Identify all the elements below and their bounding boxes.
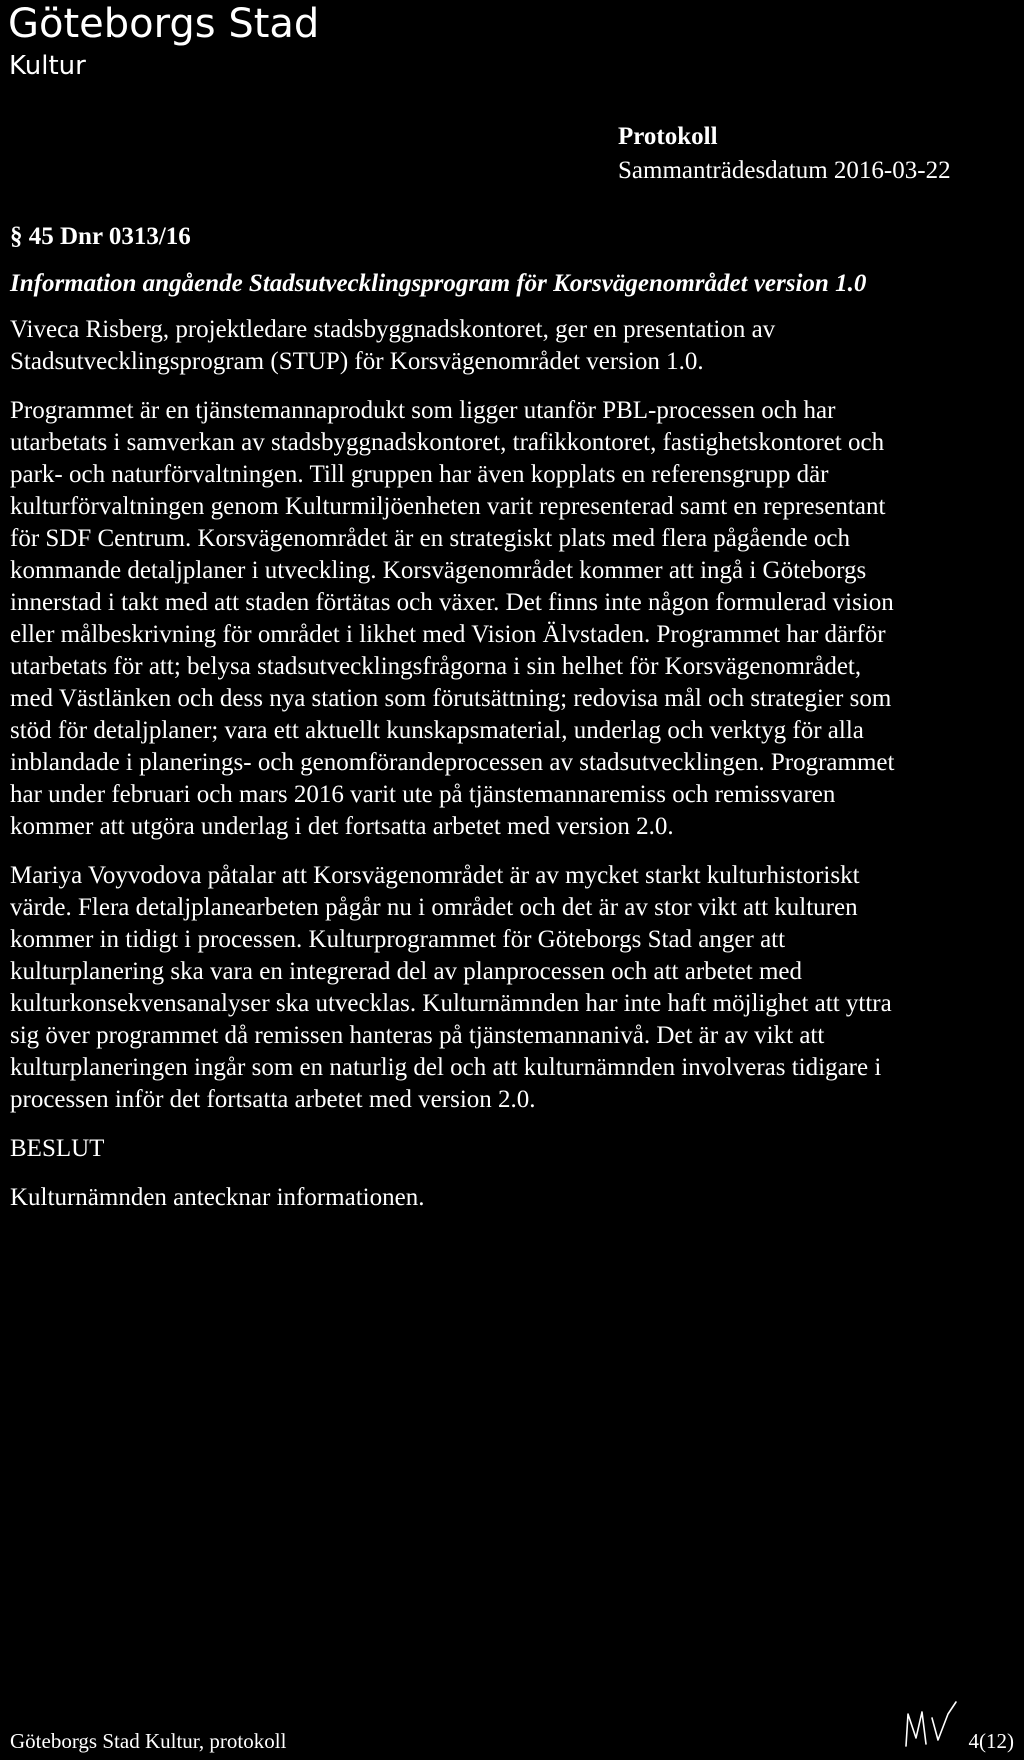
body-text bbox=[10, 314, 1020, 1231]
text-line: har under februari och mars 2016 varit ute på tjänstemannaremiss och remissvaren bbox=[10, 781, 836, 808]
text-line: för SDF Centrum. Korsvägenområdet är en strategiskt plats med flera pågående och bbox=[10, 525, 851, 552]
text-line: värde. Flera detaljplanearbeten pågår nu i området och det är av stor vikt att kulturen bbox=[10, 894, 858, 921]
footer-title: Göteborgs Stad Kultur, protokoll bbox=[10, 1729, 287, 1753]
text-line: kulturkonsekvensanalyser ska utvecklas. Kulturnämnden har inte haft möjlighet att yttra bbox=[10, 990, 892, 1017]
org-unit: Kultur bbox=[9, 51, 86, 81]
text-line: kulturförvaltningen genom Kulturmiljöenheten varit representerad samt en representant bbox=[10, 493, 886, 520]
text-line: Kulturnämnden antecknar informationen. bbox=[10, 1184, 425, 1211]
page-number: 4(12) bbox=[968, 1729, 1014, 1753]
decision-text bbox=[10, 1182, 1020, 1214]
text-line: processen inför det fortsatta arbetet med version 2.0. bbox=[10, 1086, 536, 1113]
text-line: innerstad i takt med att staden förtätas och växer. Det finns inte någon formulerad vision bbox=[10, 589, 894, 616]
text-line: kulturplanering ska vara en integrerad del av planprocessen och att arbetet med bbox=[10, 958, 803, 985]
text-line: BESLUT bbox=[10, 1135, 105, 1162]
doc-type: Protokoll bbox=[618, 123, 718, 150]
text-line: eller målbeskrivning för området i likhet med Vision Älvstaden. Programmet har därför bbox=[10, 621, 886, 648]
text-line: utarbetats i samverkan av stadsbyggnadskontoret, trafikkontoret, fastighetskontoret och bbox=[10, 429, 885, 456]
text-line: kommande detaljplaner i utveckling. Korsvägenområdet kommer att ingå i Göteborgs bbox=[10, 557, 867, 584]
paragraph-ref: § 45 Dnr 0313/16 bbox=[10, 223, 191, 250]
text-line: kulturplaneringen ingår som en naturlig del och att kulturnämnden involveras tidigare i bbox=[10, 1054, 882, 1081]
paragraph-presentation bbox=[10, 314, 1020, 378]
text-line: sig över programmet då remissen hanteras på tjänstemannanivå. Det är av vikt att bbox=[10, 1022, 825, 1049]
text-line: park- och naturförvaltningen. Till gruppen har även kopplats en referensgrupp där bbox=[10, 461, 829, 488]
paragraph-comment bbox=[10, 860, 1020, 1116]
text-line: utarbetats för att; belysa stadsutvecklingsfrågorna i sin helhet för Korsvägenområdet, bbox=[10, 653, 862, 680]
text-line: med Västlänken och dess nya station som förutsättning; redovisa mål och strategier som bbox=[10, 685, 892, 712]
paragraph-program bbox=[10, 395, 1020, 843]
meeting-date: Sammanträdesdatum 2016-03-22 bbox=[618, 157, 951, 184]
text-line: Mariya Voyvodova påtalar att Korsvägenområdet är av mycket starkt kulturhistoriskt bbox=[10, 862, 860, 889]
text-line: kommer in tidigt i processen. Kulturprogrammet för Göteborgs Stad anger att bbox=[10, 926, 786, 953]
text-line: Viveca Risberg, projektledare stadsbyggnadskontoret, ger en presentation av bbox=[10, 316, 776, 343]
text-line: inblandade i planerings- och genomförandeprocessen av stadsutvecklingen. Programmet bbox=[10, 749, 895, 776]
text-line: Programmet är en tjänstemannaprodukt som ligger utanför PBL-processen och har bbox=[10, 397, 836, 424]
decision-heading bbox=[10, 1133, 1020, 1165]
signature-initials bbox=[902, 1700, 962, 1750]
text-line: kommer att utgöra underlag i det fortsatta arbetet med version 2.0. bbox=[10, 813, 674, 840]
text-line: stöd för detaljplaner; vara ett aktuellt kunskapsmaterial, underlag och verktyg för alla bbox=[10, 717, 864, 744]
text-line: Stadsutvecklingsprogram (STUP) för Korsvägenområdet version 1.0. bbox=[10, 348, 704, 375]
item-heading: Information angående Stadsutvecklingsprogram för Korsvägenområdet version 1.0 bbox=[10, 270, 867, 297]
org-name: Göteborgs Stad bbox=[8, 1, 320, 47]
